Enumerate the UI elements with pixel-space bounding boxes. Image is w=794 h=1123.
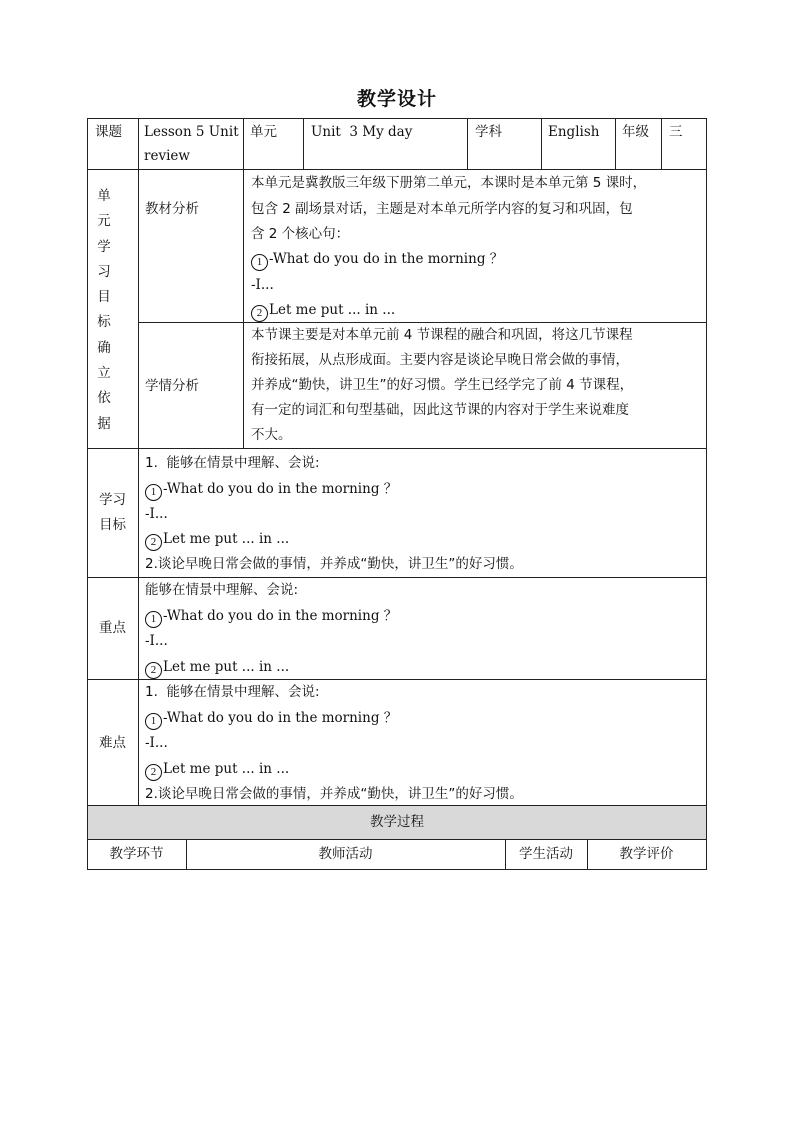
basis-label: 单元学习目标确立依据 — [97, 188, 111, 432]
circled-number-one: 1 — [145, 484, 162, 501]
material-label: 教材分析 — [145, 201, 199, 217]
topic-label: 课题 — [95, 124, 122, 140]
key-points-item-2: 2 Let me put ... in ... — [145, 655, 289, 681]
page-title: 教学设计 — [356, 88, 437, 110]
key-points-line-1: 能够在情景中理解、会说: — [145, 582, 299, 598]
material-line-3: 含 2 个核心句： — [251, 226, 350, 242]
learner-line-5: 不大。 — [251, 427, 292, 443]
material-item-1: 1 -What do you do in the morning ？ — [251, 247, 503, 273]
material-line-2: 包含 2 副场景对话，主题是对本单元所学内容的复习和巩固，包 — [251, 201, 633, 217]
objectives-item-1: 1 -What do you do in the morning ？ — [145, 477, 397, 503]
circled-number-two: 2 — [145, 534, 162, 551]
key-points-label: 重点 — [99, 620, 126, 636]
difficulties-item-1: 1 -What do you do in the morning ？ — [145, 706, 397, 732]
process-column-teacher: 教师活动 — [318, 846, 373, 862]
difficulties-item-1-reply: -I... — [145, 735, 168, 751]
difficulties-label: 难点 — [99, 735, 126, 751]
subject-label: 学科 — [475, 124, 502, 140]
subject-value: English — [548, 124, 600, 140]
difficulties-line-1: 1. 能够在情景中理解、会说: — [145, 684, 320, 700]
circled-number-two: 2 — [145, 764, 162, 781]
learner-line-3: 并养成“勤快，讲卫生”的好习惯。学生已经学完了前 4 节课程， — [251, 377, 634, 393]
material-item-1-reply: -I... — [251, 277, 274, 293]
learner-label: 学情分析 — [145, 378, 199, 394]
circled-number-one: 1 — [251, 254, 268, 271]
material-item-2: 2 Let me put ... in ... — [251, 298, 395, 324]
circled-number-two: 2 — [145, 662, 162, 679]
objectives-item-2: 2 Let me put ... in ... — [145, 527, 289, 553]
learner-line-4: 有一定的词汇和句型基础，因此这节课的内容对于学生来说难度 — [251, 402, 629, 418]
objectives-line-1: 1. 能够在情景中理解、会说: — [145, 455, 320, 471]
circled-number-one: 1 — [145, 611, 162, 628]
process-column-stage: 教学环节 — [109, 846, 164, 862]
grade-value: 三 — [669, 124, 683, 140]
objectives-line-2: 2.谈论早晚日常会做的事情，并养成“勤快，讲卫生”的好习惯。 — [145, 556, 523, 572]
key-points-item-1-reply: -I... — [145, 633, 168, 649]
process-column-student: 学生活动 — [519, 846, 573, 862]
grade-label: 年级 — [622, 124, 649, 140]
unit-label: 单元 — [250, 124, 277, 140]
learner-line-1: 本节课主要是对本单元前 4 节课程的融合和巩固，将这几节课程 — [251, 327, 633, 343]
circled-number-one: 1 — [145, 713, 162, 730]
process-column-evaluation: 教学评价 — [619, 846, 674, 862]
difficulties-item-2: 2 Let me put ... in ... — [145, 757, 289, 783]
circled-number-two: 2 — [251, 305, 268, 322]
key-points-item-1: 1 -What do you do in the morning ？ — [145, 604, 397, 630]
objectives-item-1-reply: -I... — [145, 506, 168, 522]
difficulties-line-2: 2.谈论早晚日常会做的事情，并养成“勤快，讲卫生”的好习惯。 — [145, 786, 523, 802]
objectives-label-line-1: 学习 — [99, 492, 126, 508]
learner-line-2: 衔接拓展，从点形成面。主要内容是谈论早晚日常会做的事情， — [251, 352, 629, 368]
objectives-label-line-2: 目标 — [99, 517, 126, 533]
unit-value: Unit 3 My day — [311, 124, 413, 140]
topic-value: Lesson 5 Unit review — [144, 124, 239, 164]
material-line-1: 本单元是冀教版三年级下册第二单元，本课时是本单元第 5 课时， — [251, 175, 647, 191]
process-title: 教学过程 — [370, 814, 424, 830]
